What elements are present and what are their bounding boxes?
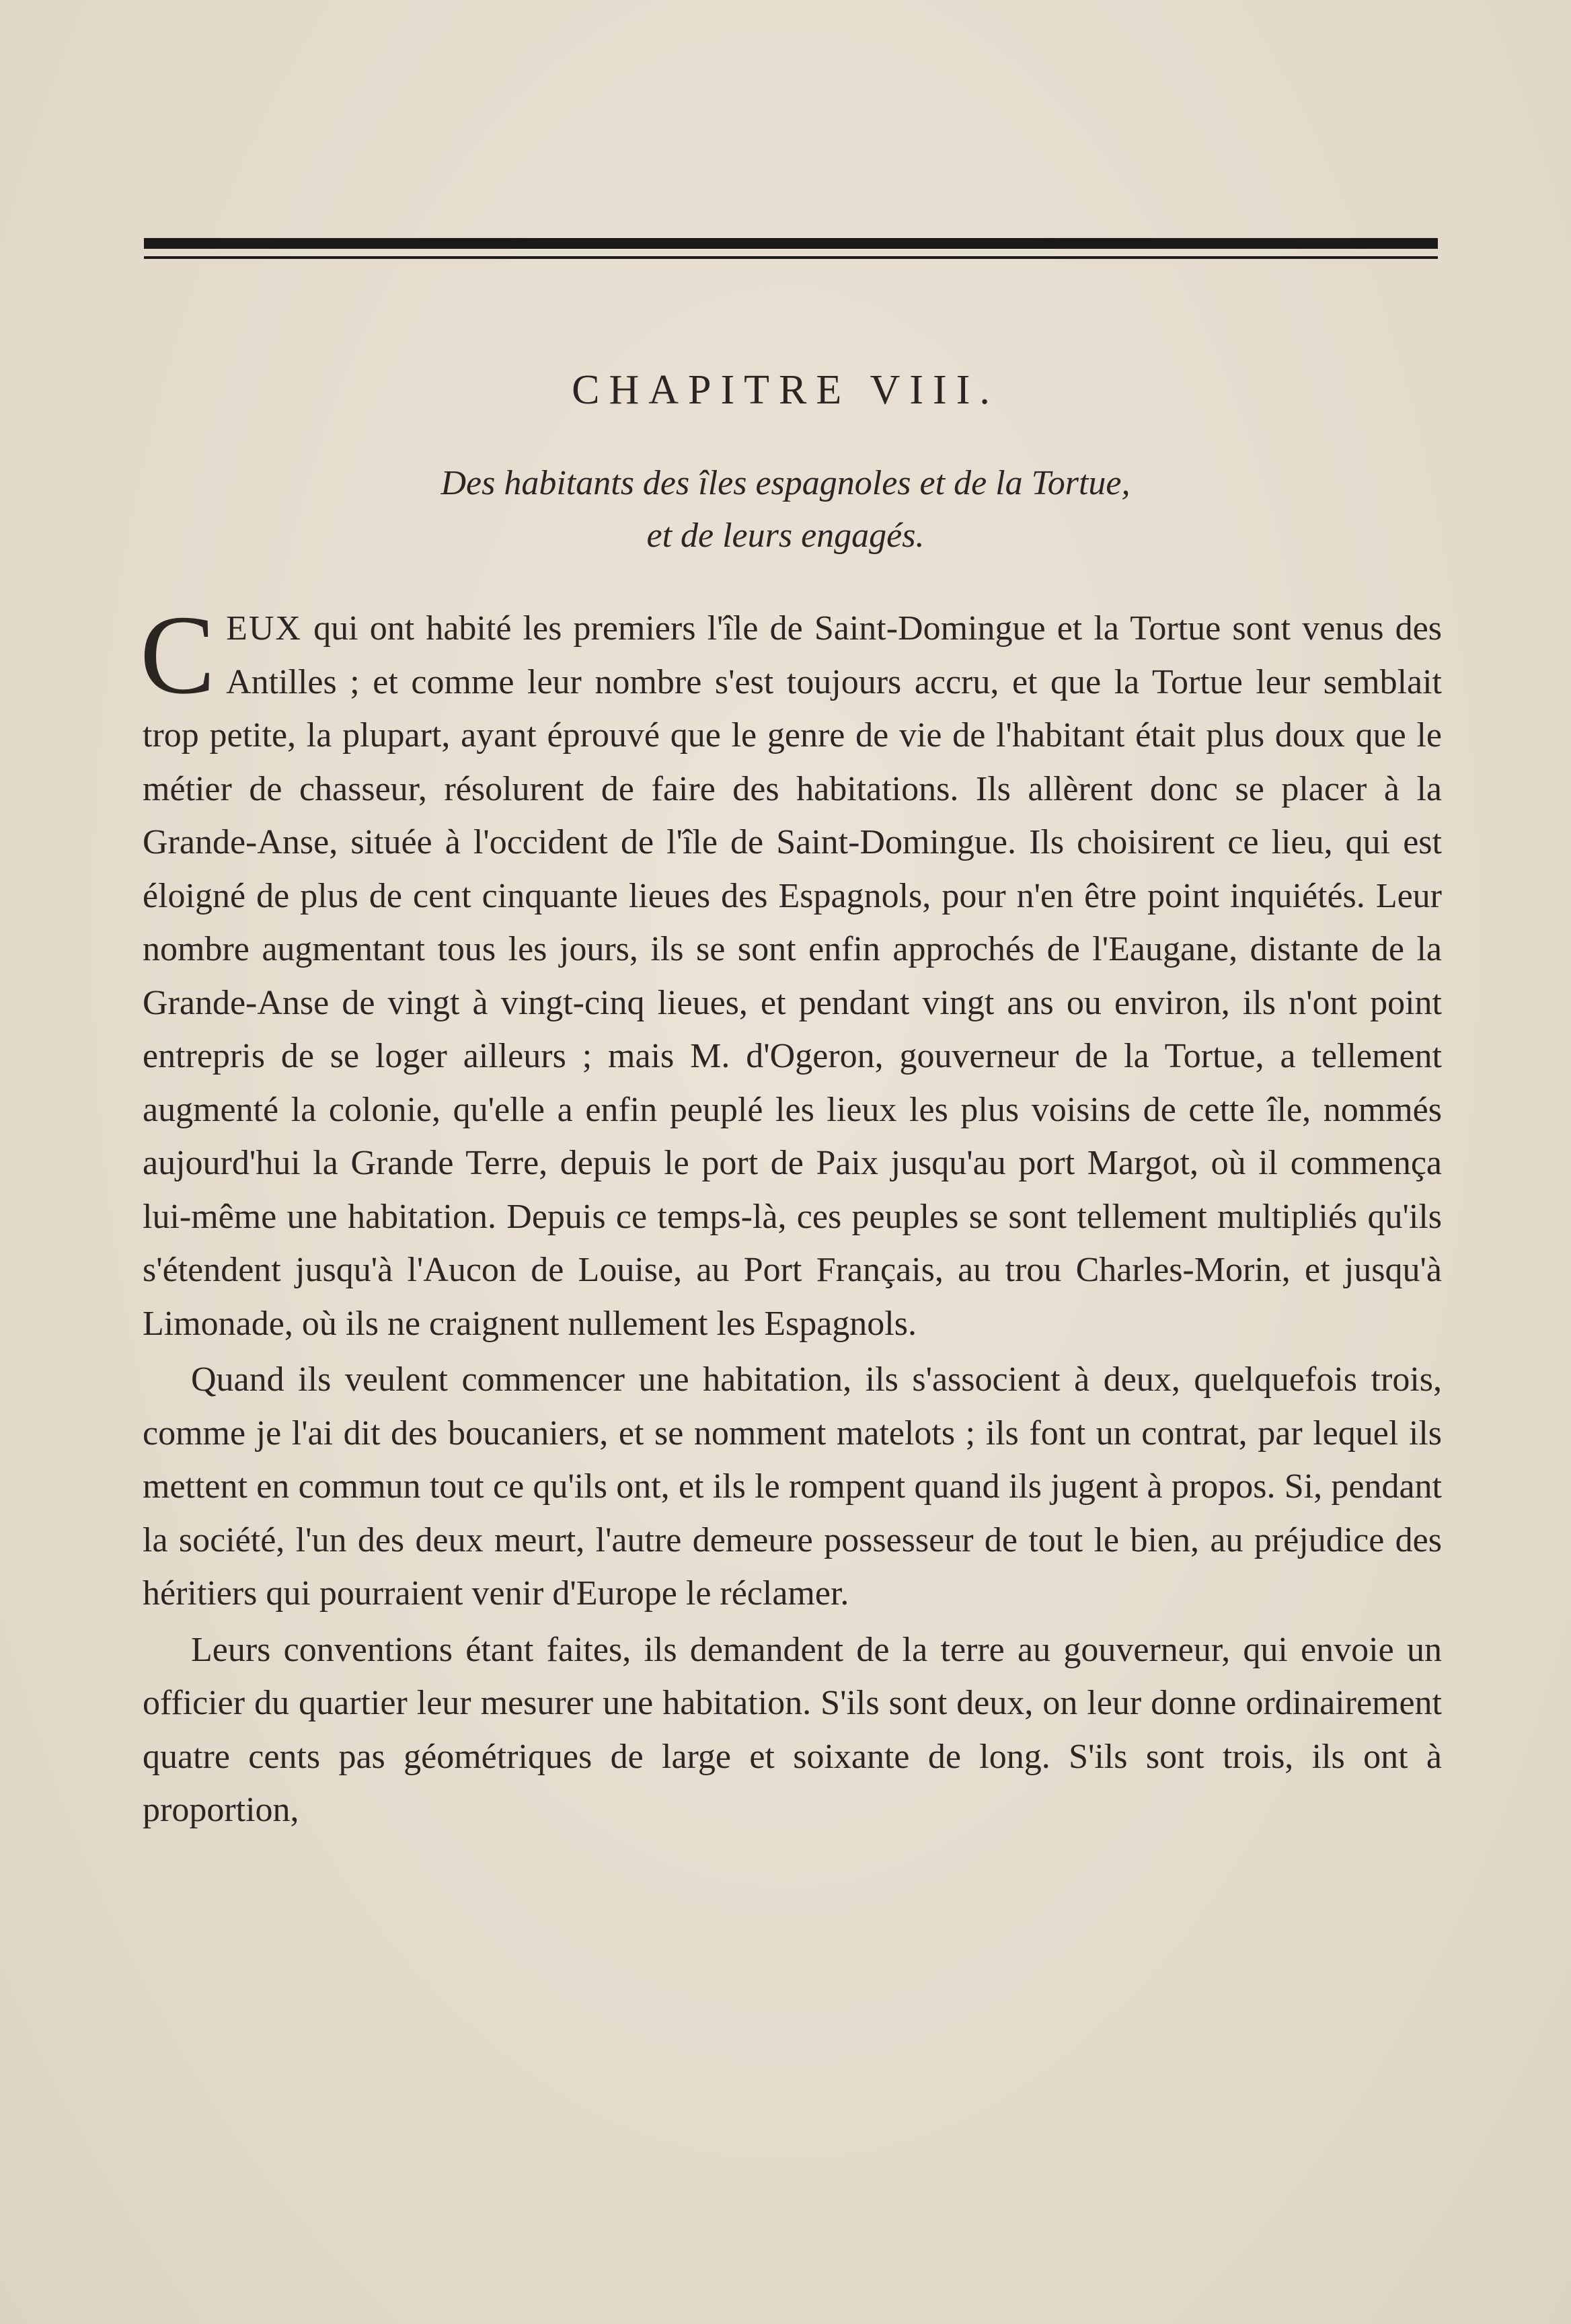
chapter-subtitle-line-2: et de leurs engagés. (646, 516, 925, 555)
chapter-subtitle-line-1: Des habitants des îles espagnoles et de la Tortue, (440, 464, 1131, 502)
paragraph-1 (140, 592, 1442, 1350)
chapter-title: CHAPITRE VIII. (572, 367, 999, 413)
paragraph-3: Leurs conventions étant faites, ils demandent de la terre au gouverneur, qui envoie un officier du quartier leur mesurer une habitation. S'ils sont deux, on leur donne ordinairement quatre cents pas géométriques de large et soixante de long. S'ils sont trois, ils ont à proportion, (143, 1630, 1442, 1829)
paragraph-2: Quand ils veulent commencer une habitation, ils s'associent à deux, quelquefois trois, comme je l'ai dit des boucaniers, et se nomment matelots ; ils font un contrat, par lequel ils mettent en commun tout ce qu'ils ont, et ils le rompent quand ils jugent à propos. Si, pendant la société, l'un des deux meurt, l'autre demeure possesseur de tout le bien, au préjudice des héritiers qui pourraient venir d'Europe le réclamer. (143, 1360, 1442, 1613)
drop-cap: C (140, 592, 216, 718)
paragraph-1-text: qui ont habité les premiers l'île de Saint-Domingue et la Tortue sont venus des Antilles ; et comme leur nombre s'est toujours accru, et que la Tortue leur semblait trop petite, la plupart, ayant éprouvé que le genre de vie de l'habitant était plus doux que le métier de chasseur, résolurent de faire des habitations. Ils allèrent donc se placer à la Grande-Anse, située à l'occident de l'île de Saint-Domingue. Ils choisirent ce lieu, qui est éloigné de plus de cent cinquante lieues des Espagnols, pour n'en être point inquiétés. Leur nombre augmentant tous les jours, ils se sont enfin approchés de l'Eaugane, distante de la Grande-Anse de vingt à vingt-cinq lieues, et pendant vingt ans ou environ, ils n'ont point entrepris de se loger ailleurs ; mais M. d'Ogeron, gouverneur de la Tortue, a tellement augmenté la colonie, qu'elle a enfin peuplé les lieux les plus voisins de cette île, nommés aujourd'hui la Grande Terre, depuis le port de Paix jusqu'au port Margot, où il commença lui-même une habitation. Depuis ce temps-là, ces peuples se sont tellement multipliés qu'ils s'étendent jusqu'à l'Aucon de Louise, au Port Français, au trou Charles-Morin, et jusqu'à Limonade, où ils ne craignent nullement les Espagnols. (143, 609, 1442, 1343)
body-text (140, 592, 1442, 1837)
header-rule-thick (144, 238, 1438, 249)
header-rule-thin (144, 256, 1438, 259)
lead-word: EUX (226, 609, 302, 648)
chapter-subtitle (0, 457, 1571, 562)
